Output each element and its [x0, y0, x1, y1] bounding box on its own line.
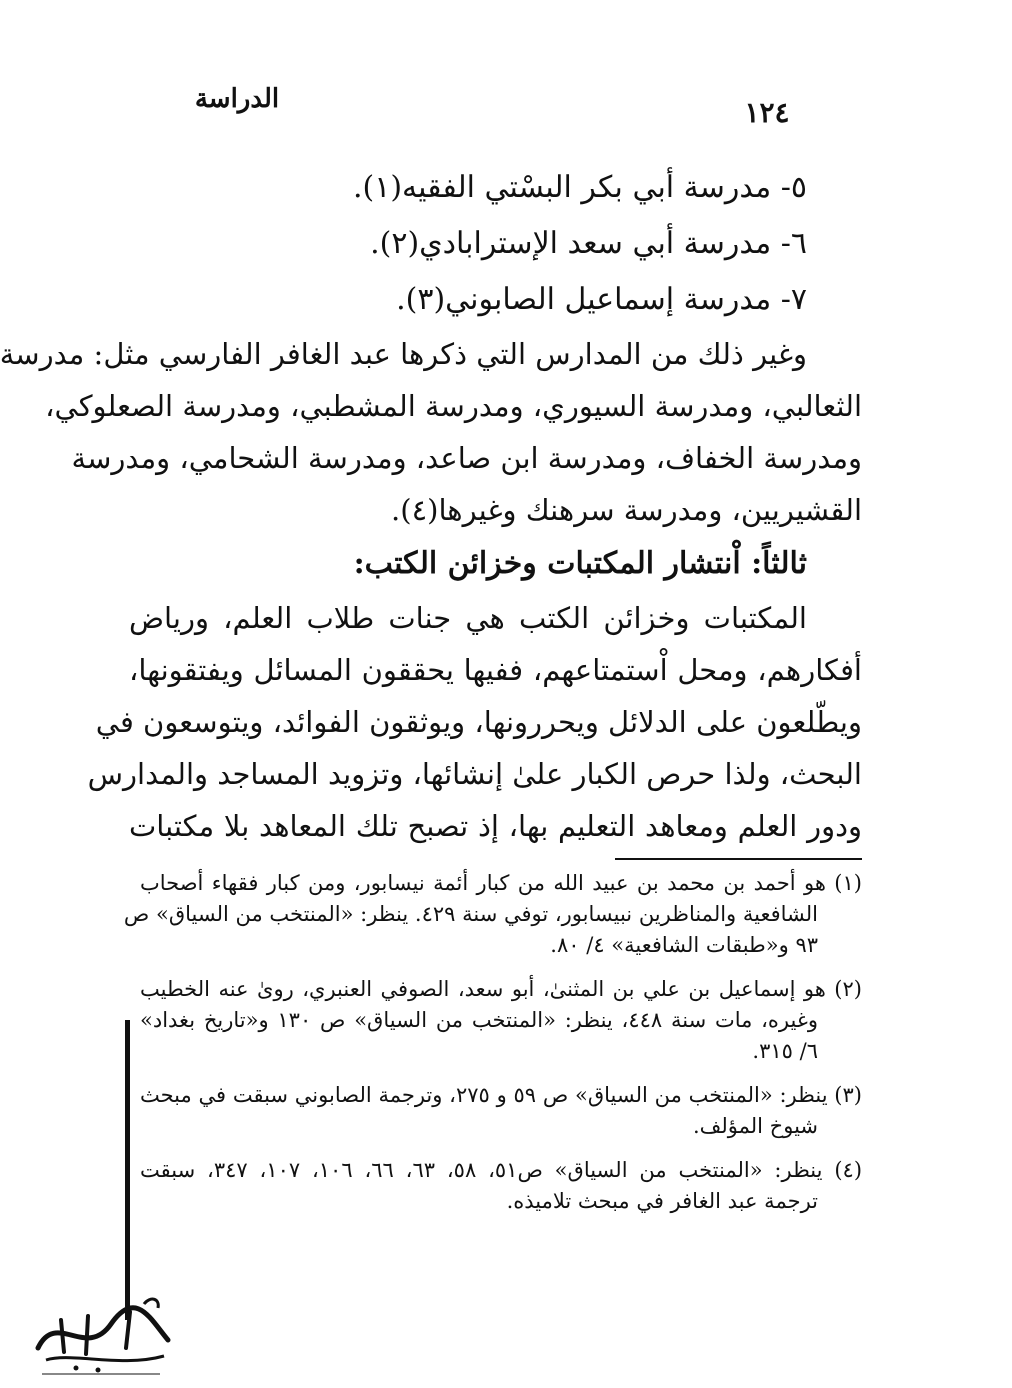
footnote-line: (٤) ينظر: «المنتخب من السياق» ص٥١، ٥٨، ٦٣، ٦٦، ١٠٦، ١٠٧، ٣٤٧، سبقت	[140, 1158, 863, 1182]
footnote-line: (٢) هو إسماعيل بن علي بن المثنىٰ، أبو سعد، الصوفي العنبري، روىٰ عنه الخطيب	[140, 977, 862, 1001]
footnote-line: ٩٣ و«طبقات الشافعية» ٤/ ٨٠.	[550, 933, 818, 957]
footnote-1	[123, 868, 862, 961]
list-item: ٥- مدرسة أبي بكر البسْتي الفقيه(١).	[352, 170, 807, 205]
footnote-line: ترجمة عبد الغافر في مبحث تلاميذه.	[506, 1189, 818, 1213]
margin-scan-edge	[125, 1020, 130, 1320]
footnote-line: شيوخ المؤلف.	[692, 1114, 818, 1138]
list-item: ٧- مدرسة إسماعيل الصابوني(٣).	[396, 282, 807, 317]
paragraph-line: ودور العلم ومعاهد التعليم بها، إذ تصبح تلك المعاهد بلا مكتبات	[129, 809, 862, 843]
paragraph-libraries	[87, 592, 862, 852]
paragraph-line: القشيريين، ومدرسة سرهنك وغيرها(٤).	[391, 493, 862, 527]
paragraph-line: ومدرسة الخفاف، ومدرسة ابن صاعد، ومدرسة الشحامي، ومدرسة	[71, 441, 862, 475]
footnote-line: (١) هو أحمد بن محمد بن عبيد الله من كبار أئمة نيسابور، ومن كبار فقهاء أصحاب	[140, 871, 862, 895]
paragraph-line: البحث، ولذا حرص الكبار علىٰ إنشائها، وتزويد المساجد والمدارس	[87, 757, 862, 791]
footnote-line: ٦/ ٣١٥.	[752, 1039, 818, 1063]
footnote-line: الشافعية والمناظرين نبيسابور، توفي سنة ٤٢٩. ينظر: «المنتخب من السياق» ص	[123, 902, 818, 926]
footnote-3	[140, 1080, 862, 1142]
calligraphy-stamp-logo	[26, 1290, 176, 1382]
paragraph-line: أفكارهم، ومحل اْستمتاعهم، ففيها يحققون المسائل ويفتقونها،	[129, 653, 862, 687]
paragraph-line: الثعالبي، ومدرسة السيوري، ومدرسة المشطبي، ومدرسة الصعلوكي،	[45, 389, 862, 423]
list-item: ٦- مدرسة أبي سعد الإسترابادي(٢).	[370, 226, 807, 261]
footnote-line: وغيره، مات سنة ٤٤٨، ينظر: «المنتخب من السياق» ص ١٣٠ و«تاريخ بغداد»	[140, 1008, 818, 1032]
footnote-4	[140, 1155, 862, 1217]
footnote-divider	[615, 858, 862, 860]
running-header-title: الدراسة	[194, 84, 280, 114]
section-heading: ثالثاً: اْنتشار المكتبات وخزائن الكتب:	[353, 546, 807, 581]
paragraph-line: ويطّلعون على الدلائل ويحررونها، ويوثقون الفوائد، ويتوسعون في	[95, 705, 862, 739]
page-number: ١٢٤	[744, 96, 790, 129]
paragraph-schools	[0, 328, 862, 536]
paragraph-line: وغير ذلك من المدارس التي ذكرها عبد الغافر الفارسي مثل: مدرسة	[0, 337, 807, 371]
footnotes	[123, 868, 863, 1230]
paragraph-line: المكتبات وخزائن الكتب هي جنات طلاب العلم، ورياض	[129, 601, 807, 635]
footnote-2	[140, 974, 862, 1067]
footnote-line: (٣) ينظر: «المنتخب من السياق» ص ٥٩ و ٢٧٥، وترجمة الصابوني سبقت في مبحث	[140, 1083, 862, 1107]
main-text	[0, 160, 862, 852]
